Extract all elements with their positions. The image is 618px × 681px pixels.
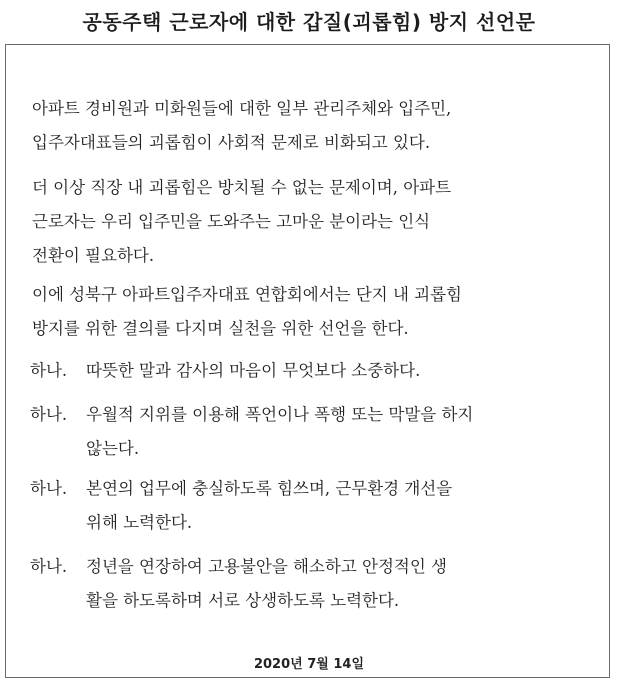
pledge-text: 본연의 업무에 충실하도록 힘쓰며, 근무환경 개선을 bbox=[86, 479, 453, 498]
pledge-marker: 하나. bbox=[30, 557, 68, 576]
paragraph-line: 입주자대표들의 괴롭힘이 사회적 문제로 비화되고 있다. bbox=[32, 133, 431, 152]
pledge-text: 정년을 연장하여 고용불안을 해소하고 안정적인 생 bbox=[86, 557, 447, 576]
paragraph-line: 전환이 필요하다. bbox=[32, 246, 155, 265]
pledge-marker: 하나. bbox=[30, 479, 68, 498]
document-title: 공동주택 근로자에 대한 갑질(괴롭힘) 방지 선언문 bbox=[82, 10, 536, 34]
declaration-date: 2020년 7월 14일 bbox=[253, 657, 365, 672]
paragraph-2 bbox=[32, 171, 592, 273]
paragraph-1 bbox=[32, 92, 592, 160]
pledge-text: 우월적 지위를 이용해 폭언이나 폭행 또는 막말을 하지 bbox=[86, 405, 474, 424]
pledge-item-1 bbox=[30, 354, 595, 388]
paragraph-3 bbox=[32, 278, 592, 346]
pledge-item-2 bbox=[30, 398, 595, 466]
paragraph-line: 방지를 위한 결의를 다지며 실천을 위한 선언을 한다. bbox=[32, 319, 409, 338]
pledge-text-continued: 않는다. bbox=[86, 439, 140, 458]
paragraph-line: 이에 성북구 아파트입주자대표 연합회에서는 단지 내 괴롭힘 bbox=[32, 285, 462, 304]
pledge-item-4 bbox=[30, 550, 595, 618]
paragraph-line: 더 이상 직장 내 괴롭힘은 방치될 수 없는 문제이며, 아파트 bbox=[32, 178, 452, 197]
pledge-text: 따뜻한 말과 감사의 마음이 무엇보다 소중하다. bbox=[86, 361, 421, 380]
pledge-item-3 bbox=[30, 472, 595, 540]
pledge-marker: 하나. bbox=[30, 405, 68, 424]
paragraph-line: 근로자는 우리 입주민을 도와주는 고마운 분이라는 인식 bbox=[32, 212, 431, 231]
pledge-text-continued: 활을 하도록하며 서로 상생하도록 노력한다. bbox=[86, 591, 400, 610]
pledge-marker: 하나. bbox=[30, 361, 68, 380]
paragraph-line: 아파트 경비원과 미화원들에 대한 일부 관리주체와 입주민, bbox=[32, 99, 452, 118]
pledge-text-continued: 위해 노력한다. bbox=[86, 513, 193, 532]
